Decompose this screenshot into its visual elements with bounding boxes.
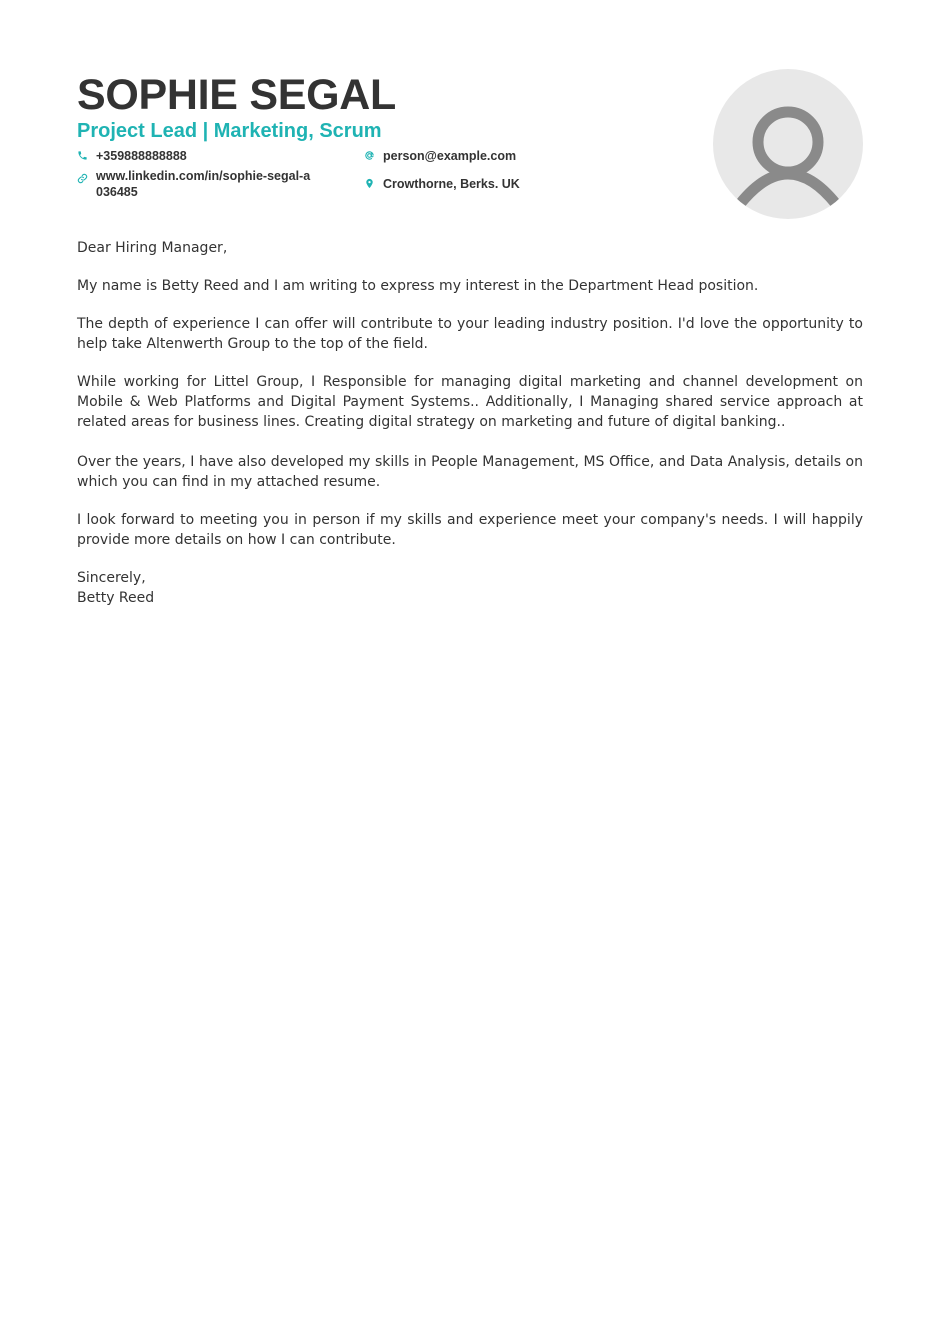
letter-paragraph-3: While working for Littel Group, I Responsible for managing digital marketing and channel development on Mobile & Web Platforms and Digital Payment Systems.. Additionally, I Managing shared service approach at related areas for business lines. Creating digital strategy on marketing and future of digital banking.. [77,374,863,430]
avatar [713,69,863,219]
letter-paragraph-4: Over the years, I have also developed my skills in People Management, MS Office, and Data Analysis, details on which you can find in my attached resume. [77,454,863,490]
letter-paragraph-2: The depth of experience I can offer will contribute to your leading industry position. I'd love the opportunity to help take Altenwerth Group to the top of the field. [77,316,863,352]
letter-paragraph-1: My name is Betty Reed and I am writing to express my interest in the Department Head position. [77,278,759,294]
contact-phone [77,148,187,164]
letter-closing: Sincerely, [77,570,146,586]
email-address[interactable]: person@example.com [383,149,517,163]
letter-body [77,238,863,608]
link-icon [77,168,90,184]
letter-paragraph-5: I look forward to meeting you in person if my skills and experience meet your company's needs. I will happily provide more details on how I can contribute. [77,512,863,548]
candidate-title: Project Lead | Marketing, Scrum [77,120,382,142]
contact-linkedin [77,168,317,200]
letter-greeting: Dear Hiring Manager, [77,240,228,256]
letter-signature: Betty Reed [77,590,155,606]
phone-number[interactable]: +359888888888 [96,149,187,163]
map-pin-icon [364,176,377,192]
candidate-name: SOPHIE SEGAL [77,71,396,119]
linkedin-url[interactable]: www.linkedin.com/in/sophie-segal-a036485 [96,169,311,199]
phone-icon [77,148,90,164]
user-silhouette-icon [713,69,863,219]
contact-email [364,148,516,164]
contact-location [364,176,520,192]
location-text: Crowthorne, Berks. UK [383,177,520,191]
at-sign-icon [364,148,377,164]
